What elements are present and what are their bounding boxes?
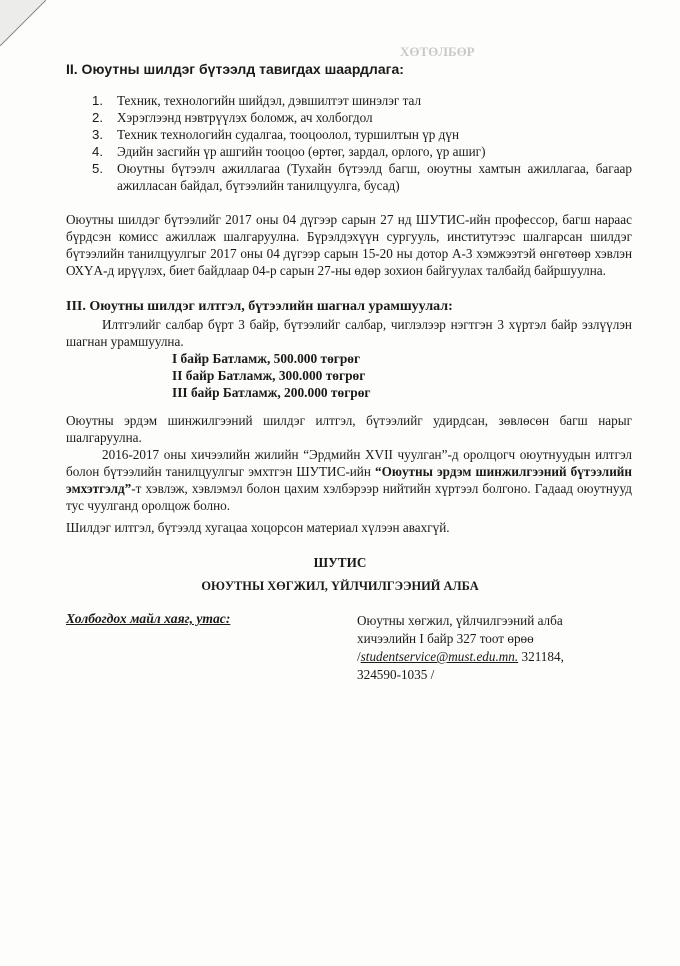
contact-label: Холбогдох майл хаяг, утас: — [66, 611, 231, 626]
selection-paragraph: Оюутны шилдэг бүтээлийг 2017 оны 04 дүгээр сарын 27 нд ШУТИС-ийн профессор, багш нараас бүрдсэн комисс ажиллаж шалгаруулна. Бүрэлдэхүүн сургууль, институтээс шалгарсан шилдэг бүтээлийн танилцуулгыг 2017 оны 04 дүгээр сарын 15-20 ны дотор А-3 хэмжээтэй өнгөтөөр хэвлэн ОХҮА-д ирүүлэх, биет байдлаар 04-р сарын 27-ны өдөр зохион байгуулах талбайд байршуулна. — [66, 212, 632, 278]
bleed-through-title: ХӨТӨЛБӨР — [400, 44, 475, 59]
list-item: 3. Техник технологийн судалгаа, тооцоолол, туршилтын үр дүн — [92, 127, 460, 142]
contact-room: хичээлийн I байр 327 тоот өрөө — [357, 631, 534, 646]
contact-phone: 324590-1035 / — [357, 667, 435, 682]
prize-third: III байр Батламж, 200.000 төгрөг — [172, 385, 371, 400]
org-name: ШУТИС — [313, 555, 367, 570]
award-intro: Илтгэлийг салбар бүрт 3 байр, бүтээлийг салбар, чиглэлээр нэгтгэн 3 хүртэл байр эзлүүлэн шагнан урамшуулна. — [66, 317, 632, 349]
list-item: 5. Оюутны бүтээлч ажиллагаа (Тухайн бүтээлд багш, оюутны хамтын ажиллагаа, багаар ажилласан байдал, бүтээлийн танилцуулга, бусад) — [92, 161, 632, 193]
section-3-heading: III. Оюутны шилдэг илтгэл, бүтээлийн шагнал урамшуулал: — [66, 299, 453, 314]
requirements-list — [92, 92, 632, 194]
office-name: ОЮУТНЫ ХӨГЖИЛ, ҮЙЛЧИЛГЭЭНИЙ АЛБА — [201, 579, 479, 593]
contact-block — [357, 612, 647, 684]
prize-first: I байр Батламж, 500.000 төгрөг — [172, 351, 361, 366]
folded-corner — [0, 0, 46, 46]
email-link[interactable]: studentservice@must.edu.mn. — [360, 649, 519, 664]
section-2-heading: II. Оюутны шилдэг бүтээлд тавигдах шаардлага: — [66, 61, 404, 77]
list-item: 4. Эдийн засгийн үр ашгийн тооцоо (өртөг, зардал, орлого, үр ашиг) — [92, 144, 486, 159]
advisor-paragraph: Оюутны эрдэм шинжилгээний шилдэг илтгэл, бүтээлийг удирдсан, зөвлөсөн багш нарыг шалгаруулна. — [66, 413, 632, 445]
list-item: 1. Техник, технологийн шийдэл, дэвшилтэт шинэлэг тал — [92, 93, 422, 108]
list-item: 2. Хэрэглээнд нэвтрүүлэх боломж, ач холбогдол — [92, 110, 373, 125]
prize-second: II байр Батламж, 300.000 төгрөг — [172, 368, 366, 383]
contact-office: Оюутны хөгжил, үйлчилгээний алба — [357, 613, 563, 628]
contact-email-line: /studentservice@must.edu.mn. 321184, — [357, 649, 564, 664]
proceedings-paragraph: 2016-2017 оны хичээлийн жилийн “Эрдмийн XVII чуулган”-д оролцогч оюутнуудын илтгэл болон бүтээлийн танилцуулгыг эмхтгэн ШУТИС-ийн “Оюутны эрдэм шинжилгээний бүтээлийн эмхэтгэлд”-т хэвлэж, хэвлэмэл болон цахим хэлбэрээр нийтийн хүртээл болгоно. Гадаад оюутнууд тус чуулганд оролцож болно. — [66, 447, 632, 513]
deadline-note: Шилдэг илтгэл, бүтээлд хугацаа хоцорсон материал хүлээн авахгүй. — [66, 520, 450, 535]
